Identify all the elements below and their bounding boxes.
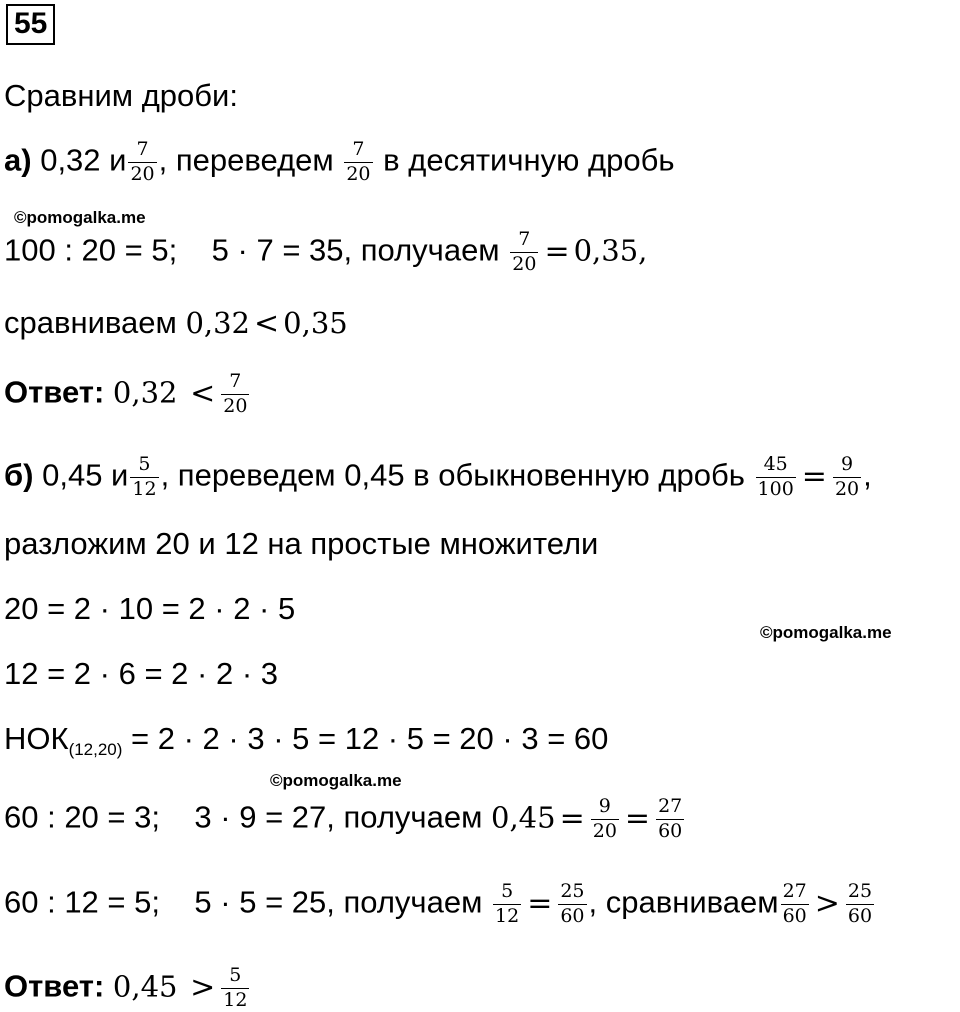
fraction: $\frac{7}{20}$	[512, 228, 537, 275]
part-a-answer	[4, 372, 251, 417]
fraction: $\frac{27}{60}$	[658, 795, 683, 842]
nok-subscript: (12,20)	[68, 740, 123, 759]
fraction: $\frac{27}{60}$	[782, 880, 807, 927]
part-a-label: а)	[4, 142, 32, 178]
part-b-line-3: 20 = 2 · 10 = 2 · 2 · 5	[4, 591, 296, 626]
part-b-line-7	[4, 882, 876, 927]
part-a-text: в десятичную дробь	[383, 142, 675, 178]
less-sign: <	[190, 375, 216, 411]
part-a-line-1	[4, 140, 674, 185]
part-b-text: 60 : 20 = 3; 3 · 9 = 27, получаем	[4, 799, 483, 835]
fraction: $\frac{5}{12}$	[223, 964, 248, 1011]
part-b-text: , переведем 0,45 в обыкновенную дробь	[160, 457, 745, 493]
part-a-text: сравниваем	[4, 305, 177, 340]
watermark: ©pomogalka.me	[14, 208, 146, 227]
answer-label: Ответ:	[4, 968, 105, 1004]
part-b-line-1	[4, 455, 872, 500]
part-b-line-5	[4, 723, 608, 758]
fraction: $\frac{7}{20}$	[130, 138, 155, 185]
problem-number: 55	[6, 4, 55, 45]
equals-sign: =	[559, 800, 585, 836]
part-b-answer	[4, 966, 251, 1011]
comma: ,	[863, 457, 872, 493]
part-a-text: , переведем	[158, 142, 334, 178]
watermark: ©pomogalka.me	[760, 623, 892, 642]
part-b-line-2: разложим 20 и 12 на простые множители	[4, 526, 599, 561]
part-b-line-4: 12 = 2 · 6 = 2 · 2 · 3	[4, 656, 278, 691]
fraction: $\frac{9}{20}$	[592, 795, 617, 842]
fraction: $\frac{9}{20}$	[834, 453, 860, 500]
math-value: 0,32	[185, 306, 251, 340]
equals-sign: =	[527, 885, 553, 921]
math-value: 0,45	[112, 969, 178, 1004]
math-value: 0,45	[491, 800, 556, 835]
fraction: $\frac{25}{60}$	[560, 880, 585, 927]
part-b-text: 0,45 и	[42, 457, 129, 493]
equals-sign: =	[624, 800, 651, 836]
part-a-line-3	[4, 307, 348, 339]
part-b-text: 60 : 12 = 5; 5 · 5 = 25, получаем	[4, 884, 483, 920]
part-a-line-2	[4, 230, 647, 275]
part-b-label: б)	[4, 457, 34, 493]
fraction: $\frac{45}{100}$	[757, 453, 794, 500]
fraction: $\frac{5}{12}$	[495, 880, 520, 927]
answer-label: Ответ:	[4, 374, 105, 410]
greater-sign: >	[814, 885, 840, 921]
math-value: 0,32	[112, 375, 178, 410]
intro-text: Сравним дроби:	[4, 78, 238, 113]
less-sign: <	[254, 306, 280, 341]
fraction: $\frac{5}{12}$	[132, 453, 157, 500]
fraction: $\frac{7}{20}$	[223, 370, 248, 417]
greater-sign: >	[190, 969, 216, 1005]
math-value: 0,35	[283, 306, 348, 340]
nok-expression: = 2 · 2 · 3 · 5 = 12 · 5 = 20 · 3 = 60	[122, 721, 609, 756]
part-a-text: 100 : 20 = 5; 5 · 7 = 35, получаем	[4, 232, 500, 268]
watermark: ©pomogalka.me	[270, 771, 402, 790]
math-value: 0,35,	[573, 233, 648, 268]
part-b-line-6	[4, 797, 686, 842]
fraction: $\frac{7}{20}$	[346, 138, 371, 185]
nok-label: НОК	[4, 721, 69, 756]
equals-sign: =	[801, 458, 827, 494]
equals-sign: =	[544, 233, 570, 269]
fraction: $\frac{25}{60}$	[847, 880, 873, 927]
part-b-text: , сравниваем	[588, 884, 779, 920]
part-a-text: 0,32 и	[40, 142, 127, 178]
